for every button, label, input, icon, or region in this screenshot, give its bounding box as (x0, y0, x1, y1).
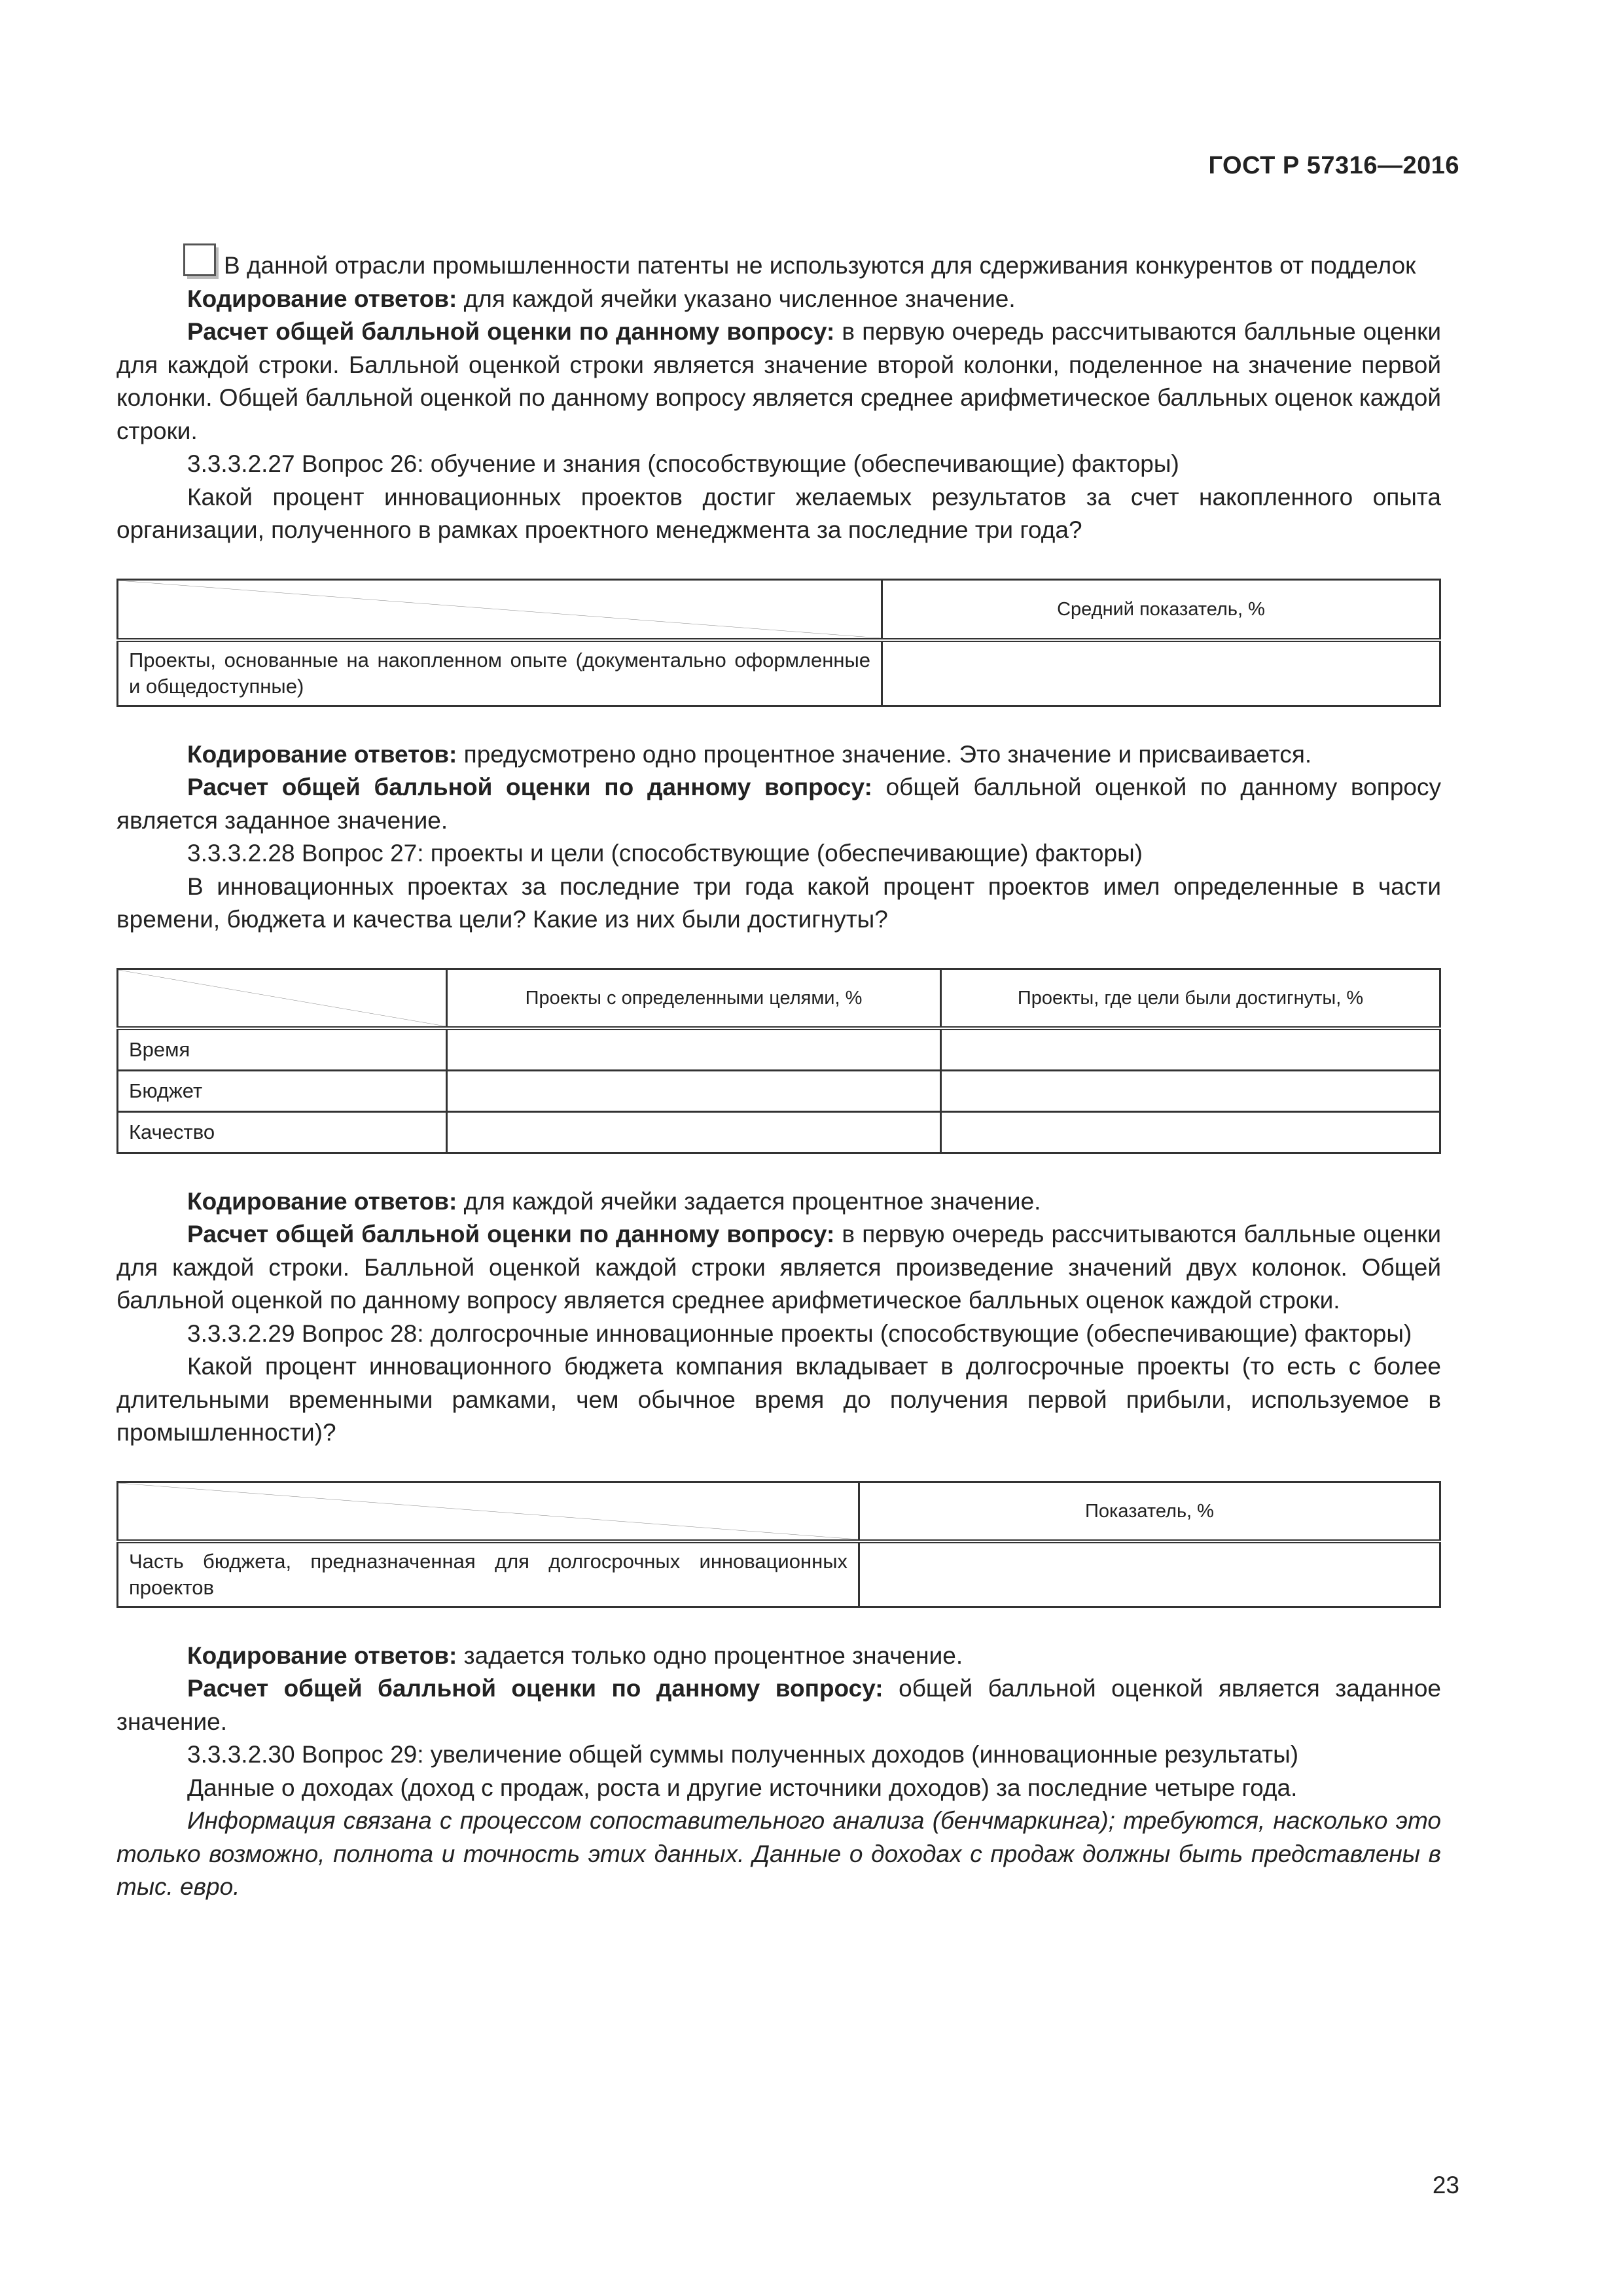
q27-input-cell[interactable] (941, 1111, 1440, 1153)
calc-label: Расчет общей балльной оценки по данному вопросу: (187, 318, 835, 345)
q27-coding: Кодирование ответов: для каждой ячейки задается процентное значение. (187, 1187, 1041, 1215)
q28-col-header: Показатель, % (859, 1482, 1440, 1541)
q27-table (116, 968, 1441, 1154)
checkbox[interactable] (183, 243, 216, 276)
diagonal-header-cell (118, 579, 882, 640)
diagonal-header-cell (118, 1482, 859, 1541)
q28-coding: Кодирование ответов: задается только одно процентное значение. (187, 1641, 963, 1669)
q28-calc: Расчет общей балльной оценки по данному вопросу: общей балльной оценкой является заданное значение. (116, 1675, 1441, 1735)
q25-calc: Расчет общей балльной оценки по данному вопросу: в первую очередь рассчитываются балльные оценки для каждой строки. Балльной оценкой строки является значение второй колонки, поделенное на значение первой колонки. Общей балльной оценкой по данному вопросу является среднее арифметическое балльных оценок каждой строки. (116, 318, 1441, 444)
q27-calc: Расчет общей балльной оценки по данному вопросу: в первую очередь рассчитываются балльные оценки для каждой строки. Балльной оценкой каждой строки является произведение значений двух колонок. Общей балльной оценкой по данному вопросу является среднее арифметическое балльных оценок каждой строки. (116, 1221, 1441, 1314)
checkbox-text: В данной отрасли промышленности патенты не используются для сдерживания конкурентов от подделок (224, 252, 1416, 279)
q29-text: Данные о доходах (доход с продаж, роста и другие источники доходов) за последние четыре года. (187, 1774, 1298, 1801)
q26-question: Какой процент инновационных проектов достиг желаемых результатов за счет накопленного опыта организации, полученного в рамках проектного менеджмента за последние три года? (116, 483, 1441, 543)
q27-row-label: Качество (118, 1111, 447, 1153)
q26-row-label: Проекты, основанные на накопленном опыте (документально оформленные и общедоступные) (118, 640, 882, 706)
q28-row-label: Часть бюджета, предназначенная для долгосрочных инновационных проектов (118, 1541, 859, 1607)
q25-coding: Кодирование ответов: для каждой ячейки указано численное значение. (187, 285, 1016, 312)
q27-row-label: Бюджет (118, 1070, 447, 1111)
q27-col2-header: Проекты, где цели были достигнуты, % (941, 969, 1440, 1028)
q26-heading: 3.3.3.2.27 Вопрос 26: обучение и знания (способствующие (обеспечивающие) факторы) (187, 450, 1179, 477)
q28-heading: 3.3.3.2.29 Вопрос 28: долгосрочные инновационные проекты (способствующие (обеспечивающие) факторы) (187, 1319, 1412, 1347)
q28-table (116, 1481, 1441, 1608)
checkbox-paragraph (116, 243, 1441, 283)
page-content (116, 243, 1441, 1904)
q26-col-header: Средний показатель, % (882, 579, 1440, 640)
q26-calc: Расчет общей балльной оценки по данному вопросу: общей балльной оценкой по данному вопросу является заданное значение. (116, 774, 1441, 834)
q26-input-cell[interactable] (882, 640, 1440, 706)
q28-input-cell[interactable] (859, 1541, 1440, 1607)
diagonal-header-cell (118, 969, 447, 1028)
page-number: 23 (1432, 2172, 1459, 2198)
document-code: ГОСТ Р 57316—2016 (1208, 152, 1459, 179)
q29-heading: 3.3.3.2.30 Вопрос 29: увеличение общей суммы полученных доходов (инновационные результаты) (187, 1741, 1299, 1768)
q26-table (116, 579, 1441, 707)
q27-input-cell[interactable] (941, 1028, 1440, 1071)
q27-question: В инновационных проектах за последние три года какой процент проектов имел определенные в части времени, бюджета и качества цели? Какие из них были достигнуты? (116, 872, 1441, 933)
q26-coding: Кодирование ответов: предусмотрено одно процентное значение. Это значение и присваивается. (187, 740, 1312, 768)
q29-italic-note: Информация связана с процессом сопоставительного анализа (бенчмаркинга); требуются, насколько это только возможно, полнота и точность этих данных. Данные о доходах с продаж должны быть представлены в тыс. евро. (116, 1807, 1441, 1900)
q27-row-label: Время (118, 1028, 447, 1071)
coding-label: Кодирование ответов: (187, 285, 457, 312)
q27-heading: 3.3.3.2.28 Вопрос 27: проекты и цели (способствующие (обеспечивающие) факторы) (187, 840, 1143, 867)
q27-col1-header: Проекты с определенными целями, % (447, 969, 941, 1028)
q27-input-cell[interactable] (941, 1070, 1440, 1111)
q27-input-cell[interactable] (447, 1070, 941, 1111)
q27-input-cell[interactable] (447, 1028, 941, 1071)
q27-input-cell[interactable] (447, 1111, 941, 1153)
q28-question: Какой процент инновационного бюджета компания вкладывает в долгосрочные проекты (то есть с более длительными временными рамками, чем обычное время до получения первой прибыли, используемое в промышленности)? (116, 1353, 1441, 1446)
